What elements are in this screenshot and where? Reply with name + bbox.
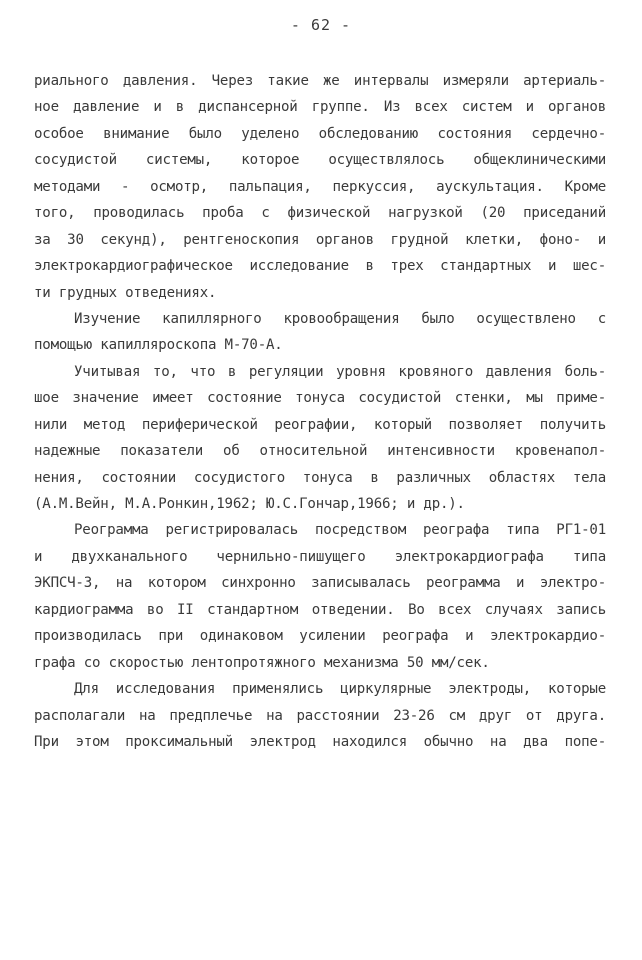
text-line: ное давление и в диспансерной группе. Из всех систем и органов bbox=[34, 99, 606, 116]
text-line: При этом проксимальный электрод находился обычно на два попе- bbox=[34, 733, 606, 750]
text-line: Реограмма регистрировалась посредством реографа типа РГ1-01 bbox=[74, 522, 606, 539]
text-line: помощью капилляроскопа М-70-А. bbox=[34, 337, 283, 354]
text-line: графа со скоростью лентопротяжного механизма 50 мм/сек. bbox=[34, 654, 490, 671]
text-line: шое значение имеет состояние тонуса сосудистой стенки, мы приме- bbox=[34, 390, 606, 407]
text-line: кардиограмма во II стандартном отведении. Во всех случаях запись bbox=[34, 601, 606, 618]
text-line: электрокардиографическое исследование в трех стандартных и шес- bbox=[34, 258, 606, 275]
text-line: Учитывая то, что в регуляции уровня кровяного давления боль- bbox=[74, 363, 606, 380]
text-line: и двухканального чернильно-пишущего электрокардиографа типа bbox=[34, 548, 606, 565]
text-line: производилась при одинаковом усилении реографа и электрокардио- bbox=[34, 628, 606, 645]
text-line: за 30 секунд), рентгеноскопия органов грудной клетки, фоно- и bbox=[34, 231, 606, 248]
text-line: надежные показатели об относительной интенсивности кровенапол- bbox=[34, 443, 606, 460]
body-text bbox=[34, 68, 606, 755]
text-line: (А.М.Вейн, М.А.Ронкин,1962; Ю.С.Гончар,1966; и др.). bbox=[34, 496, 465, 512]
text-line: нения, состоянии сосудистого тонуса в различных областях тела bbox=[34, 469, 606, 486]
text-line: того, проводилась проба с физической нагрузкой (20 приседаний bbox=[34, 205, 606, 222]
text-line: риального давления. Через такие же интервалы измеряли артериаль- bbox=[34, 73, 606, 89]
text-line: методами - осмотр, пальпация, перкуссия, аускультация. Кроме bbox=[34, 178, 606, 195]
text-line: ЭКПСЧ-3, на котором синхронно записывалась реограмма и электро- bbox=[34, 575, 606, 592]
text-line: сосудистой системы, которое осуществлялось общеклиническими bbox=[34, 152, 606, 169]
text-line: нили метод периферической реографии, который позволяет получить bbox=[34, 416, 606, 433]
page-number: - 62 - bbox=[290, 16, 352, 34]
text-line: ти грудных отведениях. bbox=[34, 284, 217, 301]
text-line: располагали на предплечье на расстоянии 23-26 см друг от друга. bbox=[34, 707, 606, 724]
text-line: Изучение капиллярного кровообращения было осуществлено с bbox=[74, 310, 606, 327]
text-line: Для исследования применялись циркулярные электроды, которые bbox=[74, 681, 606, 698]
text-line: особое внимание было уделено обследованию состояния сердечно- bbox=[34, 125, 606, 142]
